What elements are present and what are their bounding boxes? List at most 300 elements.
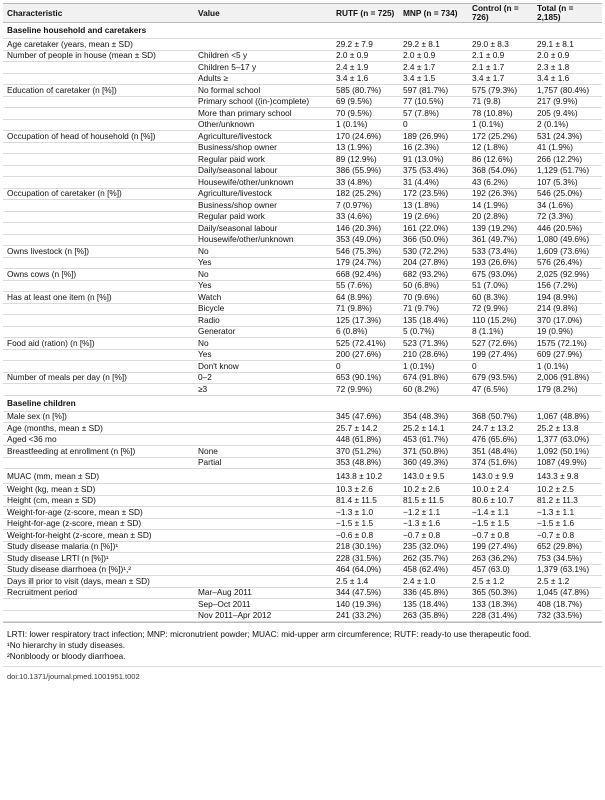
- cell-value: Adults ≥: [194, 73, 332, 85]
- cell-value: No: [194, 269, 332, 281]
- cell-control: 2.1 ± 1.7: [468, 62, 533, 74]
- table-body: [3, 23, 602, 622]
- cell-characteristic: Recruitment period: [3, 587, 194, 599]
- cell-total: [533, 23, 602, 39]
- cell-rutf: 70 (9.5%): [332, 108, 399, 120]
- cell-rutf: 448 (61.8%): [332, 434, 399, 446]
- cell-control: 86 (12.6%): [468, 154, 533, 166]
- cell-control: 365 (50.3%): [468, 587, 533, 599]
- cell-mnp: 375 (53.4%): [399, 165, 468, 177]
- cell-mnp: 354 (48.3%): [399, 411, 468, 423]
- cell-characteristic: Study disease LRTI (n [%])¹: [3, 553, 194, 565]
- table-row: [3, 315, 602, 327]
- cell-characteristic: [3, 326, 194, 338]
- cell-total: 41 (1.9%): [533, 142, 602, 154]
- cell-rutf: 55 (7.6%): [332, 280, 399, 292]
- cell-rutf: 2.0 ± 0.9: [332, 50, 399, 62]
- cell-total: 2.3 ± 1.8: [533, 62, 602, 74]
- cell-rutf: 143.8 ± 10.2: [332, 469, 399, 484]
- table-row: [3, 246, 602, 258]
- cell-value: Housewife/other/unknown: [194, 234, 332, 246]
- cell-characteristic: Study disease diarrhoea (n [%])¹,²: [3, 564, 194, 576]
- cell-characteristic: Baseline children: [3, 395, 194, 411]
- cell-rutf: [332, 395, 399, 411]
- table-row: [3, 457, 602, 469]
- cell-value: No: [194, 246, 332, 258]
- cell-control: 143.0 ± 9.9: [468, 469, 533, 484]
- cell-characteristic: Age (months, mean ± SD): [3, 423, 194, 435]
- cell-characteristic: [3, 610, 194, 622]
- header-rutf: RUTF (n = 725): [332, 4, 399, 23]
- cell-characteristic: [3, 96, 194, 108]
- cell-value: Nov 2011–Apr 2012: [194, 610, 332, 622]
- cell-characteristic: Food aid (ration) (n [%]): [3, 338, 194, 350]
- table-row: [3, 119, 602, 131]
- cell-total: 1,067 (48.8%): [533, 411, 602, 423]
- table-row: [3, 518, 602, 530]
- cell-mnp: 143.0 ± 9.5: [399, 469, 468, 484]
- cell-total: 179 (8.2%): [533, 384, 602, 396]
- header-control: Control (n = 726): [468, 4, 533, 23]
- cell-rutf: −0.6 ± 0.8: [332, 530, 399, 542]
- cell-rutf: 3.4 ± 1.6: [332, 73, 399, 85]
- cell-total: −1.5 ± 1.6: [533, 518, 602, 530]
- cell-mnp: 530 (72.2%): [399, 246, 468, 258]
- cell-mnp: 371 (50.8%): [399, 446, 468, 458]
- cell-total: 609 (27.9%): [533, 349, 602, 361]
- table-row: [3, 434, 602, 446]
- cell-value: Yes: [194, 280, 332, 292]
- cell-value: Other/unknown: [194, 119, 332, 131]
- cell-characteristic: [3, 599, 194, 611]
- section-row: [3, 23, 602, 39]
- table-row: [3, 587, 602, 599]
- cell-rutf: 33 (4.8%): [332, 177, 399, 189]
- table-row: [3, 384, 602, 396]
- cell-total: 1,609 (73.6%): [533, 246, 602, 258]
- cell-control: 575 (79.3%): [468, 85, 533, 97]
- cell-control: 51 (7.0%): [468, 280, 533, 292]
- cell-mnp: 2.0 ± 0.9: [399, 50, 468, 62]
- table-row: [3, 564, 602, 576]
- cell-mnp: 13 (1.8%): [399, 200, 468, 212]
- cell-total: 2.5 ± 1.2: [533, 576, 602, 588]
- cell-characteristic: Occupation of caretaker (n [%]): [3, 188, 194, 200]
- cell-value: [194, 395, 332, 411]
- cell-total: 205 (9.4%): [533, 108, 602, 120]
- cell-rutf: 72 (9.9%): [332, 384, 399, 396]
- cell-characteristic: Has at least one item (n [%]): [3, 292, 194, 304]
- cell-value: Yes: [194, 257, 332, 269]
- cell-value: Partial: [194, 457, 332, 469]
- cell-rutf: 81.4 ± 11.5: [332, 495, 399, 507]
- cell-control: 228 (31.4%): [468, 610, 533, 622]
- cell-characteristic: [3, 257, 194, 269]
- cell-control: 2.1 ± 0.9: [468, 50, 533, 62]
- cell-total: 1,045 (47.8%): [533, 587, 602, 599]
- cell-total: 34 (1.6%): [533, 200, 602, 212]
- cell-mnp: 189 (26.9%): [399, 131, 468, 143]
- cell-value: Daily/seasonal labour: [194, 223, 332, 235]
- cell-characteristic: Study disease malaria (n [%])¹: [3, 541, 194, 553]
- cell-value: Housewife/other/unknown: [194, 177, 332, 189]
- cell-characteristic: [3, 280, 194, 292]
- cell-rutf: 0: [332, 361, 399, 373]
- cell-mnp: 2.4 ± 1.0: [399, 576, 468, 588]
- cell-mnp: 91 (13.0%): [399, 154, 468, 166]
- cell-characteristic: Height-for-age (z-score, mean ± SD): [3, 518, 194, 530]
- cell-rutf: [332, 23, 399, 39]
- cell-total: 29.1 ± 8.1: [533, 39, 602, 51]
- table-row: [3, 142, 602, 154]
- cell-rutf: 218 (30.1%): [332, 541, 399, 553]
- table-row: [3, 292, 602, 304]
- cell-total: 10.2 ± 2.5: [533, 484, 602, 496]
- table-row: [3, 338, 602, 350]
- cell-rutf: 353 (48.8%): [332, 457, 399, 469]
- baseline-characteristics-table: [3, 3, 602, 622]
- table-row: [3, 446, 602, 458]
- cell-rutf: 344 (47.5%): [332, 587, 399, 599]
- cell-total: 1,129 (51.7%): [533, 165, 602, 177]
- cell-total: 1,080 (49.6%): [533, 234, 602, 246]
- cell-mnp: −1.2 ± 1.1: [399, 507, 468, 519]
- cell-characteristic: Baseline household and caretakers: [3, 23, 194, 39]
- cell-control: 476 (65.6%): [468, 434, 533, 446]
- cell-value: [194, 518, 332, 530]
- cell-mnp: 16 (2.3%): [399, 142, 468, 154]
- cell-total: 2.0 ± 0.9: [533, 50, 602, 62]
- cell-value: [194, 553, 332, 565]
- cell-mnp: [399, 395, 468, 411]
- cell-rutf: 13 (1.9%): [332, 142, 399, 154]
- cell-control: 10.0 ± 2.4: [468, 484, 533, 496]
- cell-control: [468, 23, 533, 39]
- table-row: [3, 50, 602, 62]
- cell-rutf: 353 (49.0%): [332, 234, 399, 246]
- cell-mnp: 50 (6.8%): [399, 280, 468, 292]
- cell-control: 133 (18.3%): [468, 599, 533, 611]
- cell-characteristic: [3, 108, 194, 120]
- cell-total: −1.3 ± 1.1: [533, 507, 602, 519]
- cell-rutf: 182 (25.2%): [332, 188, 399, 200]
- cell-control: 110 (15.2%): [468, 315, 533, 327]
- cell-control: 199 (27.4%): [468, 349, 533, 361]
- cell-value: Watch: [194, 292, 332, 304]
- cell-mnp: 262 (35.7%): [399, 553, 468, 565]
- cell-mnp: 453 (61.7%): [399, 434, 468, 446]
- cell-value: Generator: [194, 326, 332, 338]
- cell-mnp: 682 (93.2%): [399, 269, 468, 281]
- cell-rutf: 525 (72.41%): [332, 338, 399, 350]
- cell-mnp: 71 (9.7%): [399, 303, 468, 315]
- cell-control: 24.7 ± 13.2: [468, 423, 533, 435]
- cell-control: 80.6 ± 10.7: [468, 495, 533, 507]
- cell-total: 107 (5.3%): [533, 177, 602, 189]
- cell-rutf: 179 (24.7%): [332, 257, 399, 269]
- cell-mnp: 263 (35.8%): [399, 610, 468, 622]
- header-mnp: MNP (n = 734): [399, 4, 468, 23]
- cell-control: 29.0 ± 8.3: [468, 39, 533, 51]
- cell-value: Agriculture/livestock: [194, 131, 332, 143]
- cell-mnp: 10.2 ± 2.6: [399, 484, 468, 496]
- cell-mnp: −0.7 ± 0.8: [399, 530, 468, 542]
- cell-total: 1,092 (50.1%): [533, 446, 602, 458]
- table-row: [3, 188, 602, 200]
- cell-control: −0.7 ± 0.8: [468, 530, 533, 542]
- cell-characteristic: Breastfeeding at enrollment (n [%]): [3, 446, 194, 458]
- header-value: Value: [194, 4, 332, 23]
- cell-characteristic: [3, 361, 194, 373]
- cell-total: 19 (0.9%): [533, 326, 602, 338]
- cell-rutf: 668 (92.4%): [332, 269, 399, 281]
- cell-mnp: 25.2 ± 14.1: [399, 423, 468, 435]
- cell-mnp: 5 (0.7%): [399, 326, 468, 338]
- cell-control: 193 (26.6%): [468, 257, 533, 269]
- cell-mnp: 1 (0.1%): [399, 361, 468, 373]
- table-row: [3, 39, 602, 51]
- table-footnotes: [3, 622, 602, 661]
- cell-total: 2,006 (91.8%): [533, 372, 602, 384]
- cell-total: 266 (12.2%): [533, 154, 602, 166]
- cell-value: [194, 495, 332, 507]
- cell-value: [194, 564, 332, 576]
- table-row: [3, 530, 602, 542]
- cell-control: 3.4 ± 1.7: [468, 73, 533, 85]
- cell-total: 446 (20.5%): [533, 223, 602, 235]
- cell-total: 194 (8.9%): [533, 292, 602, 304]
- cell-characteristic: Owns cows (n [%]): [3, 269, 194, 281]
- cell-rutf: 33 (4.6%): [332, 211, 399, 223]
- cell-rutf: 125 (17.3%): [332, 315, 399, 327]
- cell-value: No formal school: [194, 85, 332, 97]
- cell-mnp: 81.5 ± 11.5: [399, 495, 468, 507]
- cell-total: 3.4 ± 1.6: [533, 73, 602, 85]
- cell-rutf: 29.2 ± 7.9: [332, 39, 399, 51]
- cell-rutf: 25.7 ± 14.2: [332, 423, 399, 435]
- cell-characteristic: [3, 211, 194, 223]
- cell-rutf: 10.3 ± 2.6: [332, 484, 399, 496]
- table-row: [3, 177, 602, 189]
- table-row: [3, 361, 602, 373]
- cell-mnp: 3.4 ± 1.5: [399, 73, 468, 85]
- cell-rutf: 2.4 ± 1.9: [332, 62, 399, 74]
- cell-total: 217 (9.9%): [533, 96, 602, 108]
- cell-rutf: 1 (0.1%): [332, 119, 399, 131]
- cell-total: 2,025 (92.9%): [533, 269, 602, 281]
- cell-characteristic: [3, 62, 194, 74]
- cell-total: 531 (24.3%): [533, 131, 602, 143]
- cell-total: 214 (9.8%): [533, 303, 602, 315]
- cell-control: 139 (19.2%): [468, 223, 533, 235]
- table-row: [3, 96, 602, 108]
- table-row: [3, 165, 602, 177]
- cell-rutf: 228 (31.5%): [332, 553, 399, 565]
- cell-total: 1,379 (63.1%): [533, 564, 602, 576]
- table-row: [3, 257, 602, 269]
- cell-control: 12 (1.8%): [468, 142, 533, 154]
- cell-value: Bicycle: [194, 303, 332, 315]
- cell-value: Agriculture/livestock: [194, 188, 332, 200]
- cell-characteristic: Weight-for-height (z-score, mean ± SD): [3, 530, 194, 542]
- cell-characteristic: [3, 384, 194, 396]
- cell-total: 1575 (72.1%): [533, 338, 602, 350]
- table-row: [3, 610, 602, 622]
- table-row: [3, 280, 602, 292]
- cell-value: [194, 39, 332, 51]
- cell-characteristic: [3, 223, 194, 235]
- cell-control: 8 (1.1%): [468, 326, 533, 338]
- cell-total: 732 (33.5%): [533, 610, 602, 622]
- table-row: [3, 495, 602, 507]
- cell-value: No: [194, 338, 332, 350]
- cell-characteristic: Number of meals per day (n [%]): [3, 372, 194, 384]
- cell-mnp: 60 (8.2%): [399, 384, 468, 396]
- cell-value: Daily/seasonal labour: [194, 165, 332, 177]
- cell-characteristic: Occupation of head of household (n [%]): [3, 131, 194, 143]
- cell-value: None: [194, 446, 332, 458]
- cell-rutf: 585 (80.7%): [332, 85, 399, 97]
- cell-value: [194, 576, 332, 588]
- cell-value: [194, 423, 332, 435]
- cell-value: Sep–Oct 2011: [194, 599, 332, 611]
- cell-rutf: 7 (0.97%): [332, 200, 399, 212]
- table-row: [3, 269, 602, 281]
- cell-mnp: 597 (81.7%): [399, 85, 468, 97]
- cell-mnp: [399, 23, 468, 39]
- cell-mnp: 210 (28.6%): [399, 349, 468, 361]
- cell-characteristic: [3, 73, 194, 85]
- cell-characteristic: Weight-for-age (z-score, mean ± SD): [3, 507, 194, 519]
- cell-characteristic: [3, 142, 194, 154]
- cell-characteristic: [3, 154, 194, 166]
- table-row: [3, 211, 602, 223]
- cell-mnp: 57 (7.8%): [399, 108, 468, 120]
- table-row: [3, 469, 602, 484]
- footnote-1: ¹No hierarchy in study diseases.: [7, 640, 126, 650]
- cell-rutf: 370 (51.2%): [332, 446, 399, 458]
- table-row: [3, 349, 602, 361]
- table-row: [3, 154, 602, 166]
- cell-total: 143.3 ± 9.8: [533, 469, 602, 484]
- cell-control: 1 (0.1%): [468, 119, 533, 131]
- cell-characteristic: [3, 457, 194, 469]
- cell-total: 2 (0.1%): [533, 119, 602, 131]
- cell-characteristic: MUAC (mm, mean ± SD): [3, 469, 194, 484]
- cell-mnp: 2.4 ± 1.7: [399, 62, 468, 74]
- table-row: [3, 599, 602, 611]
- cell-value: [194, 434, 332, 446]
- cell-value: Children <5 y: [194, 50, 332, 62]
- cell-control: −1.5 ± 1.5: [468, 518, 533, 530]
- cell-control: 47 (6.5%): [468, 384, 533, 396]
- cell-total: 576 (26.4%): [533, 257, 602, 269]
- cell-value: [194, 411, 332, 423]
- cell-total: 546 (25.0%): [533, 188, 602, 200]
- cell-total: 1 (0.1%): [533, 361, 602, 373]
- cell-value: [194, 530, 332, 542]
- cell-control: 172 (25.2%): [468, 131, 533, 143]
- cell-rutf: 71 (9.8%): [332, 303, 399, 315]
- table-row: [3, 73, 602, 85]
- cell-value: [194, 484, 332, 496]
- cell-control: 2.5 ± 1.2: [468, 576, 533, 588]
- cell-mnp: 29.2 ± 8.1: [399, 39, 468, 51]
- cell-control: 368 (50.7%): [468, 411, 533, 423]
- table-row: [3, 234, 602, 246]
- section-row: [3, 395, 602, 411]
- cell-mnp: 172 (23.5%): [399, 188, 468, 200]
- cell-control: 679 (93.5%): [468, 372, 533, 384]
- cell-value: Regular paid work: [194, 211, 332, 223]
- cell-mnp: 19 (2.6%): [399, 211, 468, 223]
- cell-characteristic: [3, 177, 194, 189]
- cell-rutf: 69 (9.5%): [332, 96, 399, 108]
- cell-mnp: 523 (71.3%): [399, 338, 468, 350]
- table-row: [3, 507, 602, 519]
- cell-control: 351 (48.4%): [468, 446, 533, 458]
- cell-value: [194, 507, 332, 519]
- cell-characteristic: Days ill prior to visit (days, mean ± SD): [3, 576, 194, 588]
- cell-rutf: 345 (47.6%): [332, 411, 399, 423]
- cell-value: [194, 469, 332, 484]
- table-row: [3, 303, 602, 315]
- cell-control: 675 (93.0%): [468, 269, 533, 281]
- table-row: [3, 131, 602, 143]
- cell-mnp: 366 (50.0%): [399, 234, 468, 246]
- cell-rutf: −1.3 ± 1.0: [332, 507, 399, 519]
- table-row: [3, 423, 602, 435]
- cell-control: 199 (27.4%): [468, 541, 533, 553]
- cell-characteristic: Aged <36 mo: [3, 434, 194, 446]
- cell-control: 192 (26.3%): [468, 188, 533, 200]
- cell-characteristic: Male sex (n [%]): [3, 411, 194, 423]
- cell-mnp: 135 (18.4%): [399, 599, 468, 611]
- cell-rutf: 200 (27.6%): [332, 349, 399, 361]
- cell-characteristic: [3, 315, 194, 327]
- cell-value: [194, 541, 332, 553]
- cell-total: 1,757 (80.4%): [533, 85, 602, 97]
- table-row: [3, 108, 602, 120]
- cell-control: [468, 395, 533, 411]
- cell-characteristic: Number of people in house (mean ± SD): [3, 50, 194, 62]
- cell-characteristic: Height (cm, mean ± SD): [3, 495, 194, 507]
- cell-rutf: 170 (24.6%): [332, 131, 399, 143]
- cell-total: 370 (17.0%): [533, 315, 602, 327]
- cell-characteristic: [3, 234, 194, 246]
- cell-mnp: 204 (27.8%): [399, 257, 468, 269]
- cell-characteristic: [3, 119, 194, 131]
- cell-value: Primary school ((in-)complete): [194, 96, 332, 108]
- cell-total: −0.7 ± 0.8: [533, 530, 602, 542]
- table-row: [3, 576, 602, 588]
- cell-control: 0: [468, 361, 533, 373]
- cell-control: 60 (8.3%): [468, 292, 533, 304]
- cell-rutf: 6 (0.8%): [332, 326, 399, 338]
- cell-rutf: 241 (33.2%): [332, 610, 399, 622]
- cell-mnp: 674 (91.8%): [399, 372, 468, 384]
- table-row: [3, 200, 602, 212]
- cell-rutf: 2.5 ± 1.4: [332, 576, 399, 588]
- cell-value: Don't know: [194, 361, 332, 373]
- cell-total: 72 (3.3%): [533, 211, 602, 223]
- cell-control: 368 (54.0%): [468, 165, 533, 177]
- cell-total: 81.2 ± 11.3: [533, 495, 602, 507]
- cell-value: Yes: [194, 349, 332, 361]
- cell-mnp: 336 (45.8%): [399, 587, 468, 599]
- cell-value: Business/shop owner: [194, 200, 332, 212]
- cell-characteristic: [3, 165, 194, 177]
